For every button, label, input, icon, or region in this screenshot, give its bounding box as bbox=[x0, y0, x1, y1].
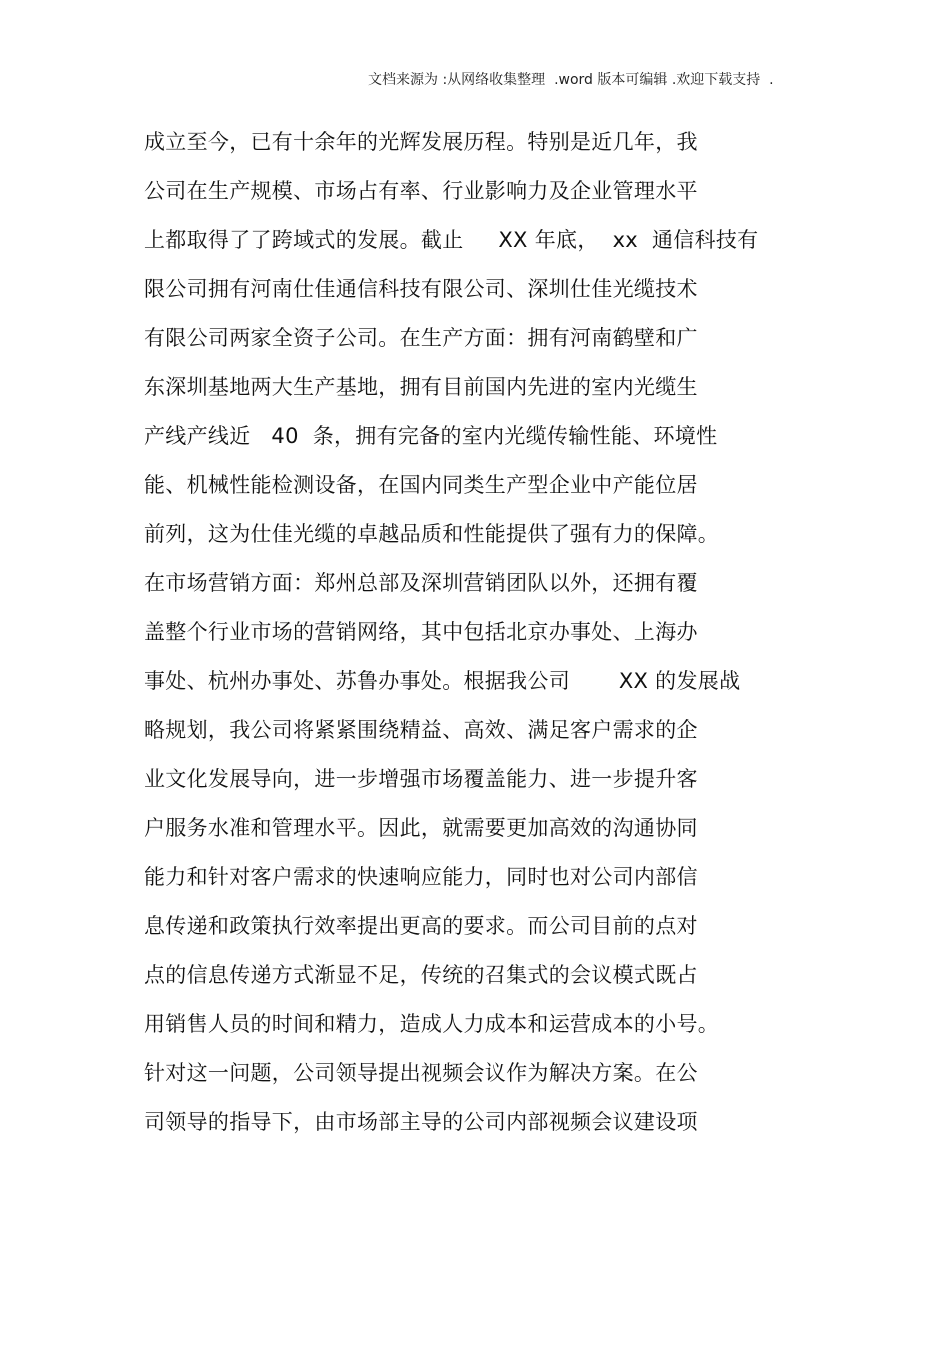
document-header: 文档来源为 :从网络收集整理 .word 版本可编辑 .欢迎下载支持 . bbox=[368, 72, 774, 88]
body-line: 成立至今，已有十余年的光辉发展历程。特别是近几年，我 bbox=[144, 130, 698, 154]
body-line: 东深圳基地两大生产基地，拥有目前国内先进的室内光缆生 bbox=[144, 375, 698, 399]
body-line: 限公司拥有河南仕佳通信科技有限公司、深圳仕佳光缆技术 bbox=[144, 277, 698, 301]
body-line: 在市场营销方面：郑州总部及深圳营销团队以外，还拥有覆 bbox=[144, 571, 698, 595]
body-line: 公司在生产规模、市场占有率、行业影响力及企业管理水平 bbox=[144, 179, 698, 203]
body-line: 前列，这为仕佳光缆的卓越品质和性能提供了强有力的保障。 bbox=[144, 522, 720, 546]
body-line: 司领导的指导下，由市场部主导的公司内部视频会议建设项 bbox=[144, 1110, 698, 1134]
body-line: 针对这一问题，公司领导提出视频会议作为解决方案。在公 bbox=[144, 1061, 698, 1085]
body-line: 产线产线近 40 条，拥有完备的室内光缆传输性能、环境性 bbox=[144, 424, 718, 448]
body-line: 盖整个行业市场的营销网络，其中包括北京办事处、上海办 bbox=[144, 620, 698, 644]
body-line: 有限公司两家全资子公司。在生产方面：拥有河南鹤壁和广 bbox=[144, 326, 698, 350]
body-line: 能力和针对客户需求的快速响应能力，同时也对公司内部信 bbox=[144, 865, 698, 889]
body-line: 息传递和政策执行效率提出更高的要求。而公司目前的点对 bbox=[144, 914, 698, 938]
body-line: 业文化发展导向，进一步增强市场覆盖能力、进一步提升客 bbox=[144, 767, 698, 791]
document-body bbox=[144, 124, 824, 1153]
body-line: 略规划，我公司将紧紧围绕精益、高效、满足客户需求的企 bbox=[144, 718, 698, 742]
body-line: 点的信息传递方式渐显不足，传统的召集式的会议模式既占 bbox=[144, 963, 698, 987]
body-line: 能、机械性能检测设备，在国内同类生产型企业中产能位居 bbox=[144, 473, 698, 497]
body-line: 户服务水准和管理水平。因此，就需要更加高效的沟通协同 bbox=[144, 816, 698, 840]
body-line: 事处、杭州办事处、苏鲁办事处。根据我公司 XX 的发展战 bbox=[144, 669, 741, 693]
body-line: 上都取得了了跨域式的发展。截止 XX 年底， xx 通信科技有 bbox=[144, 228, 759, 252]
body-line: 用销售人员的时间和精力，造成人力成本和运营成本的小号。 bbox=[144, 1012, 720, 1036]
